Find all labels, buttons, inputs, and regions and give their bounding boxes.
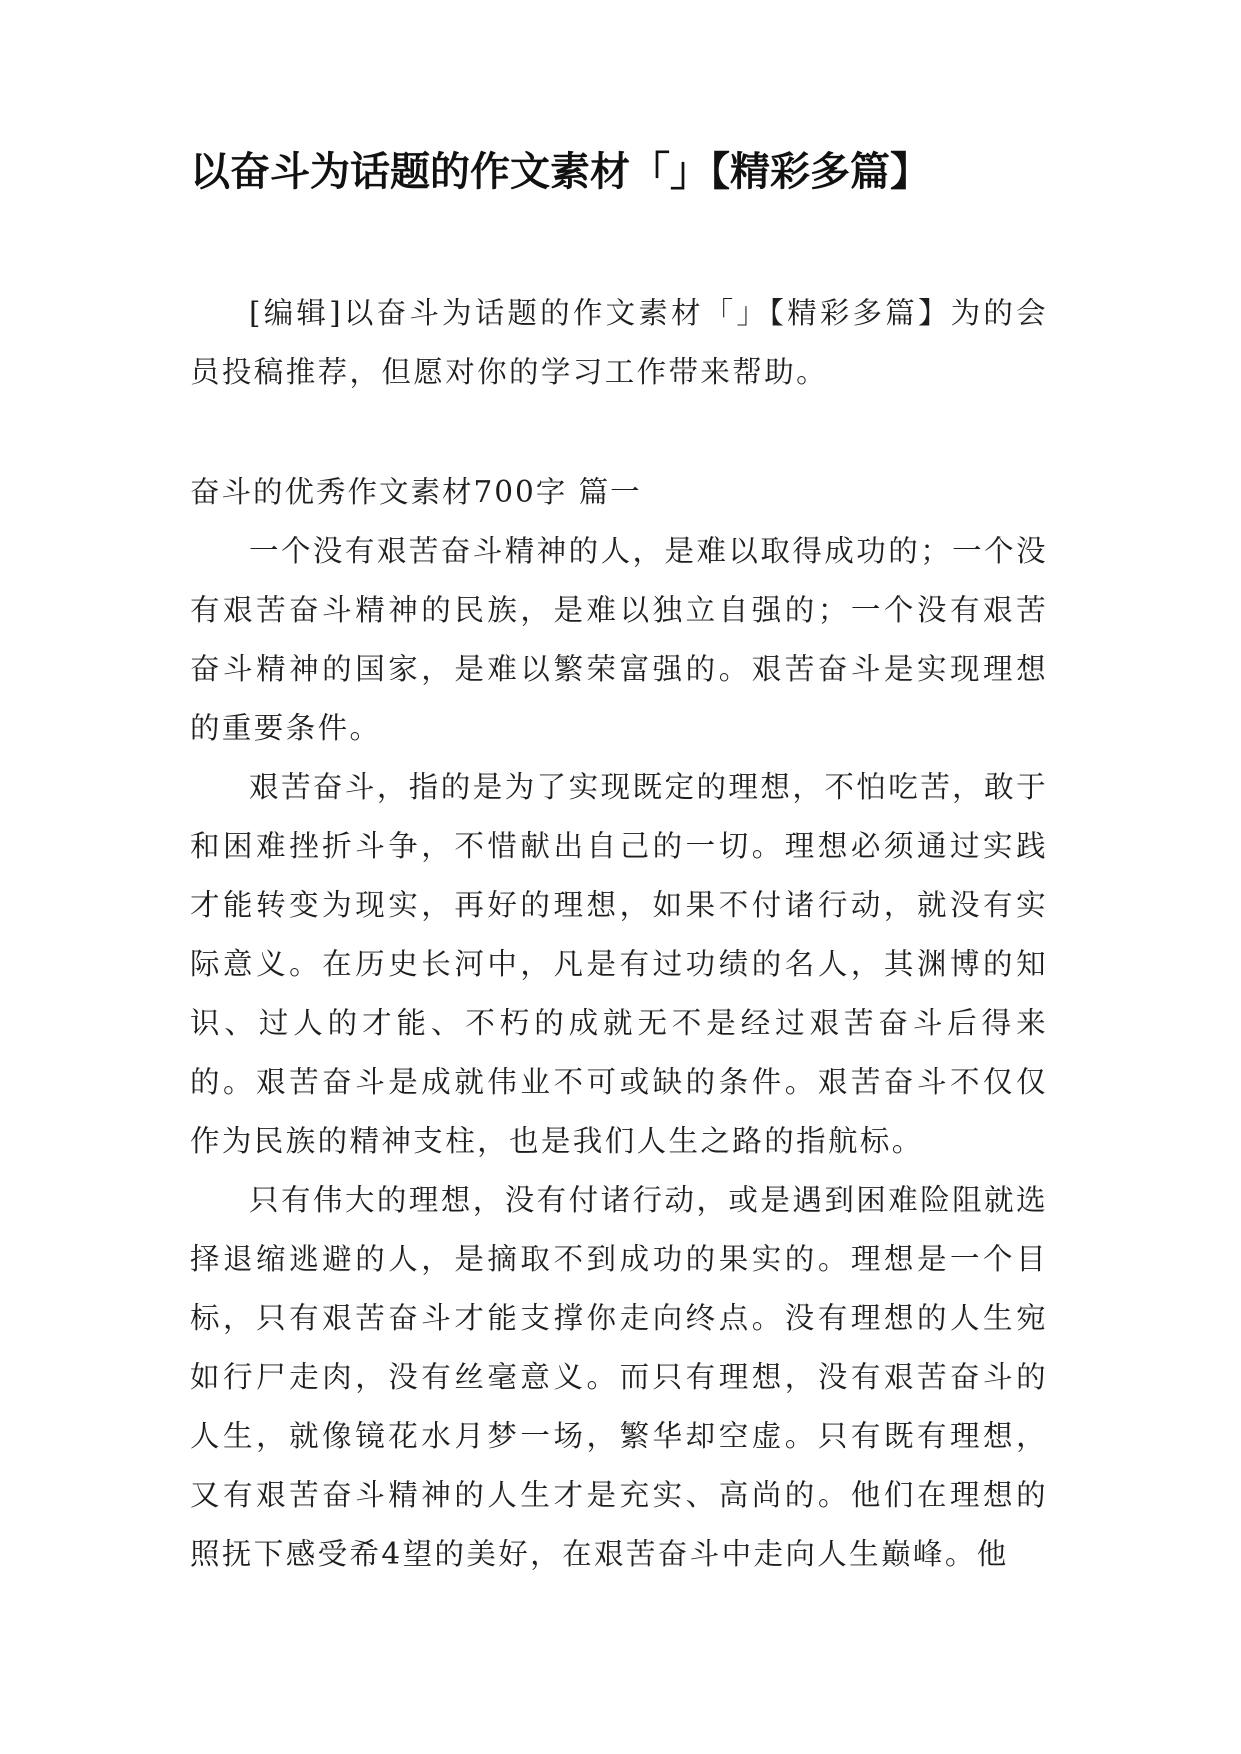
body-paragraph: 艰苦奋斗，指的是为了实现既定的理想，不怕吃苦，敢于和困难挫折斗争，不惜献出自己的一切。理想必须通过实践才能转变为现实，再好的理想，如果不付诸行动，就没有实际意义。在历史长河中，凡是有过功绩的名人，其渊博的知识、过人的才能、不朽的成就无不是经过艰苦奋斗后得来的。艰苦奋斗是成就伟业不可或缺的条件。艰苦奋斗不仅仅作为民族的精神支柱，也是我们人生之路的指航标。 <box>190 770 1048 1158</box>
section-heading: 奋斗的优秀作文素材700字 篇一 <box>190 475 642 509</box>
intro-block <box>190 284 1048 402</box>
body-paragraph: 一个没有艰苦奋斗精神的人，是难以取得成功的；一个没有艰苦奋斗精神的民族，是难以独立自强的；一个没有艰苦奋斗精神的国家，是难以繁荣富强的。艰苦奋斗是实现理想的重要条件。 <box>190 534 1048 745</box>
document-title: 以奋斗为话题的作文素材「」【精彩多篇】 <box>190 149 930 195</box>
intro-paragraph: [编辑]以奋斗为话题的作文素材「」【精彩多篇】为的会员投稿推荐，但愿对你的学习工作带来帮助。 <box>190 296 1048 389</box>
article-body <box>190 522 1048 1584</box>
body-paragraph: 只有伟大的理想，没有付诸行动，或是遇到困难险阻就选择退缩逃避的人，是摘取不到成功的果实的。理想是一个目标，只有艰苦奋斗才能支撑你走向终点。没有理想的人生宛如行尸走肉，没有丝毫意义。而只有理想，没有艰苦奋斗的人生，就像镜花水月梦一场，繁华却空虚。只有既有理想，又有艰苦奋斗精神的人生才是充实、高尚的。他们在理想的照抚下感受希4望的美好，在艰苦奋斗中走向人生巅峰。他 <box>190 1183 1048 1571</box>
